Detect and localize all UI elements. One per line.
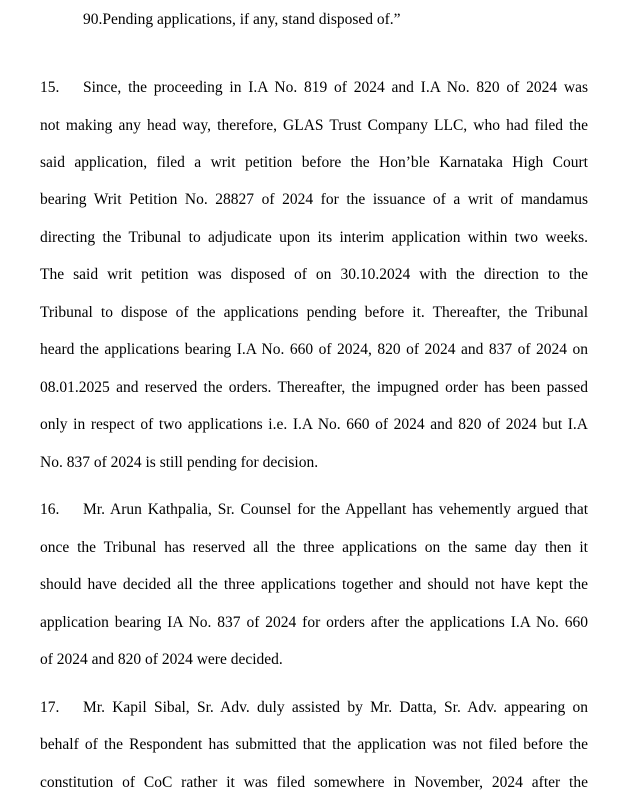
paragraph-line: not making any head way, therefore, GLAS Trust Company LLC, who had filed the <box>40 117 588 134</box>
paragraph-number: 15. <box>40 79 60 96</box>
paragraph-line: application bearing IA No. 837 of 2024 for orders after the applications I.A No. 660 <box>40 614 588 631</box>
paragraph-number: 16. <box>40 501 60 518</box>
paragraph-line: behalf of the Respondent has submitted that the application was not filed before the <box>40 736 588 753</box>
quoted-closing-line: 90.Pending applications, if any, stand disposed of.” <box>83 11 401 28</box>
paragraph-line: The said writ petition was disposed of on 30.10.2024 with the direction to the <box>40 266 588 283</box>
paragraph-line: Mr. Arun Kathpalia, Sr. Counsel for the Appellant has vehemently argued that <box>83 501 588 518</box>
paragraph-line: heard the applications bearing I.A No. 660 of 2024, 820 of 2024 and 837 of 2024 on <box>40 341 588 358</box>
paragraph-line: only in respect of two applications i.e. I.A No. 660 of 2024 and 820 of 2024 but I.A <box>40 416 588 433</box>
paragraph-line: Tribunal to dispose of the applications pending before it. Thereafter, the Tribunal <box>40 304 588 321</box>
paragraph-line: of 2024 and 820 of 2024 were decided. <box>40 651 283 668</box>
paragraph-line: said application, filed a writ petition before the Hon’ble Karnataka High Court <box>40 154 588 171</box>
paragraph-line: Mr. Kapil Sibal, Sr. Adv. duly assisted by Mr. Datta, Sr. Adv. appearing on <box>83 699 588 716</box>
paragraph-line: should have decided all the three applications together and should not have kept the <box>40 576 588 593</box>
paragraph-line: constitution of CoC rather it was filed somewhere in November, 2024 after the <box>40 774 588 791</box>
paragraph-line: No. 837 of 2024 is still pending for decision. <box>40 454 319 471</box>
paragraph-line: directing the Tribunal to adjudicate upon its interim application within two weeks. <box>40 229 588 246</box>
paragraph-line: bearing Writ Petition No. 28827 of 2024 for the issuance of a writ of mandamus <box>40 191 588 208</box>
paragraph-line: Since, the proceeding in I.A No. 819 of 2024 and I.A No. 820 of 2024 was <box>83 79 588 96</box>
paragraph-line: 08.01.2025 and reserved the orders. Thereafter, the impugned order has been passed <box>40 379 588 396</box>
paragraph-line: once the Tribunal has reserved all the three applications on the same day then it <box>40 539 588 556</box>
paragraph-number: 17. <box>40 699 60 716</box>
